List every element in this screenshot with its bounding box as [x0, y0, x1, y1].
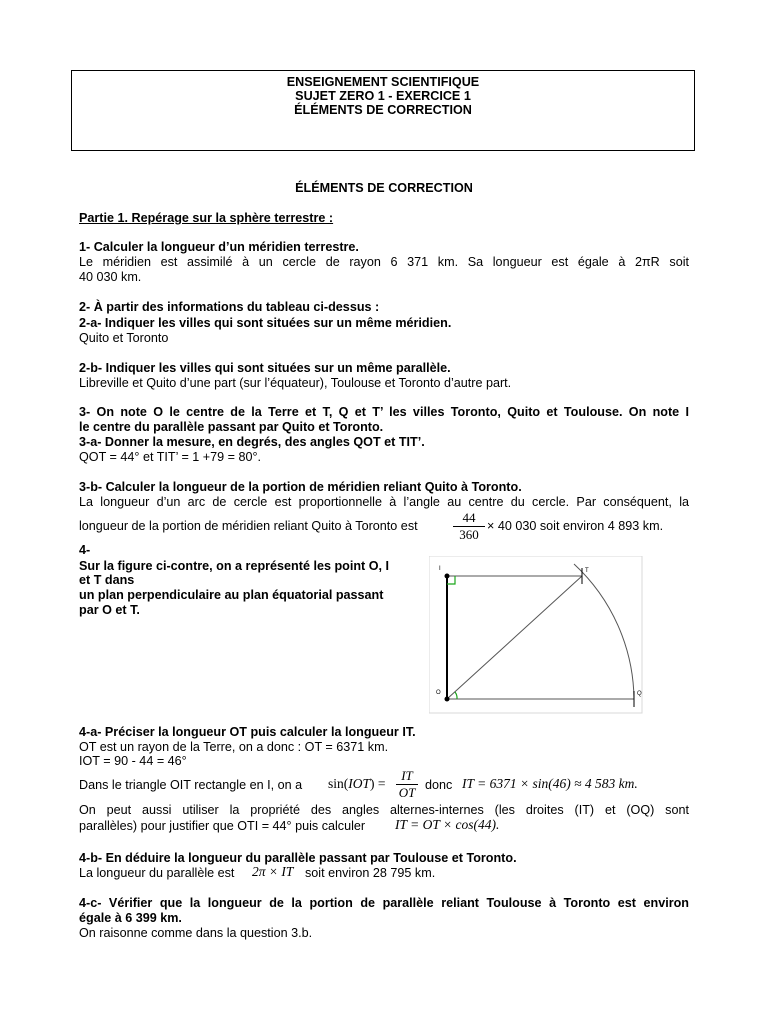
q3b-question: 3-b- Calculer la longueur de la portion de méridien reliant Quito à Toronto. [79, 480, 522, 494]
label-Q: Q [637, 691, 642, 697]
q4-text-line-2: et T dans [79, 573, 135, 587]
part-1-title: Partie 1. Repérage sur la sphère terrestre : [79, 211, 334, 225]
q4b-answer-pre: La longueur du parallèle est [79, 866, 235, 880]
q1-answer-line-1: Le méridien est assimilé à un cercle de rayon 6 371 km. Sa longueur est égale à 2πR soit [79, 255, 689, 269]
q4a-answer-3-pre: Dans le triangle OIT rectangle en I, on a [79, 778, 303, 792]
q1-question: 1- Calculer la longueur d’un méridien terrestre. [79, 240, 359, 254]
q4b-question: 4-b- En déduire la longueur du parallèle passant par Toulouse et Toronto. [79, 851, 517, 865]
q4a-fraction-numerator: IT [396, 768, 418, 785]
q2-question: 2- À partir des informations du tableau ci-dessus : [79, 300, 380, 314]
q4a-fraction [396, 768, 418, 801]
q2b-question: 2-b- Indiquer les villes qui sont situées sur un même parallèle. [79, 361, 451, 375]
figure-frame [429, 556, 642, 713]
q4c-question-line-2: égale à 6 399 km. [79, 911, 182, 925]
q4a-sine-expression [328, 777, 386, 791]
point-I [445, 574, 450, 579]
q3b-fraction-denominator: 360 [459, 527, 479, 542]
q3b-answer-line-1: La longueur d’un arc de cercle est proportionnelle à l’angle au centre du cercle. Par conséquent, la [79, 495, 689, 509]
q2a-question: 2-a- Indiquer les villes qui sont situées sur un même méridien. [79, 316, 452, 330]
label-I: I [439, 566, 441, 572]
header-line-1: ENSEIGNEMENT SCIENTIFIQUE [286, 75, 480, 89]
q3b-answer-line-2-pre: longueur de la portion de méridien reliant Quito à Toronto est [79, 519, 418, 533]
q4a-answer-4-line-2-pre: parallèles) pour justifier que OTI = 44° puis calculer [79, 819, 366, 833]
q4a-answer-4-formula: IT = OT × cos(44). [395, 817, 500, 832]
q4a-sin-left: sin( [328, 776, 349, 791]
q3b-fraction-numerator: 44 [453, 510, 485, 527]
q4-text-line-3: un plan perpendiculaire au plan équatorial passant [79, 588, 384, 602]
q4b-answer-post: soit environ 28 795 km. [305, 866, 436, 880]
point-O [445, 697, 450, 702]
q4c-answer: On raisonne comme dans la question 3.b. [79, 926, 313, 940]
q4-text-line-4: par O et T. [79, 603, 140, 617]
angle-marker-O [455, 692, 457, 699]
q3b-answer-line-2-post: × 40 030 soit environ 4 893 km. [487, 519, 664, 533]
q4a-answer-4-line-1: On peut aussi utiliser la propriété des angles alternes-internes (les droites (IT) et (OQ) sont [79, 803, 689, 817]
line-OT [447, 576, 582, 699]
q3-intro-line-2: le centre du parallèle passant par Quito et Toronto. [79, 420, 384, 434]
q1-answer-line-2: 40 030 km. [79, 270, 142, 284]
header-line-3: ÉLÉMENTS DE CORRECTION [294, 103, 472, 117]
q4-number: 4- [79, 543, 91, 557]
q4a-question: 4-a- Préciser la longueur OT puis calculer la longueur IT. [79, 725, 416, 739]
q3a-question: 3-a- Donner la mesure, en degrés, des angles QOT et TIT’. [79, 435, 425, 449]
q4c-question-line-1: 4-c- Vérifier que la longueur de la portion de parallèle reliant Toulouse à Toronto est environ [79, 896, 689, 910]
q4a-sin-right: ) = [370, 776, 386, 791]
q4a-answer-1: OT est un rayon de la Terre, on a donc : OT = 6371 km. [79, 740, 389, 754]
geometry-figure [429, 556, 643, 714]
header-box [71, 70, 695, 151]
q3b-fraction [453, 510, 485, 543]
header-line-2: SUJET ZERO 1 - EXERCICE 1 [295, 89, 471, 103]
label-T: T [585, 568, 589, 574]
q4a-sin-arg: IOT [348, 776, 371, 791]
q3a-answer: QOT = 44° et TIT’ = 1 +79 = 80°. [79, 450, 262, 464]
q2a-answer: Quito et Toronto [79, 331, 169, 345]
q3-intro-line-1: 3- On note O le centre de la Terre et T, Q et T’ les villes Toronto, Quito et Toulouse. On note I [79, 405, 689, 419]
q4a-answer-3-mid: donc [425, 778, 453, 792]
arc-TQ [574, 564, 634, 699]
q4a-formula: IT = 6371 × sin(46) ≈ 4 583 km. [462, 776, 638, 791]
q4-text-line-1: Sur la figure ci-contre, on a représenté les point O, I [79, 559, 390, 573]
q4b-formula: 2π × IT [252, 864, 294, 879]
q2b-answer: Libreville et Quito d’une part (sur l’équateur), Toulouse et Toronto d’autre part. [79, 376, 512, 390]
q4a-answer-2: IOT = 90 - 44 = 46° [79, 754, 187, 768]
label-O: O [436, 690, 441, 696]
document-title: ÉLÉMENTS DE CORRECTION [295, 181, 473, 195]
q4a-fraction-denominator: OT [398, 785, 416, 800]
